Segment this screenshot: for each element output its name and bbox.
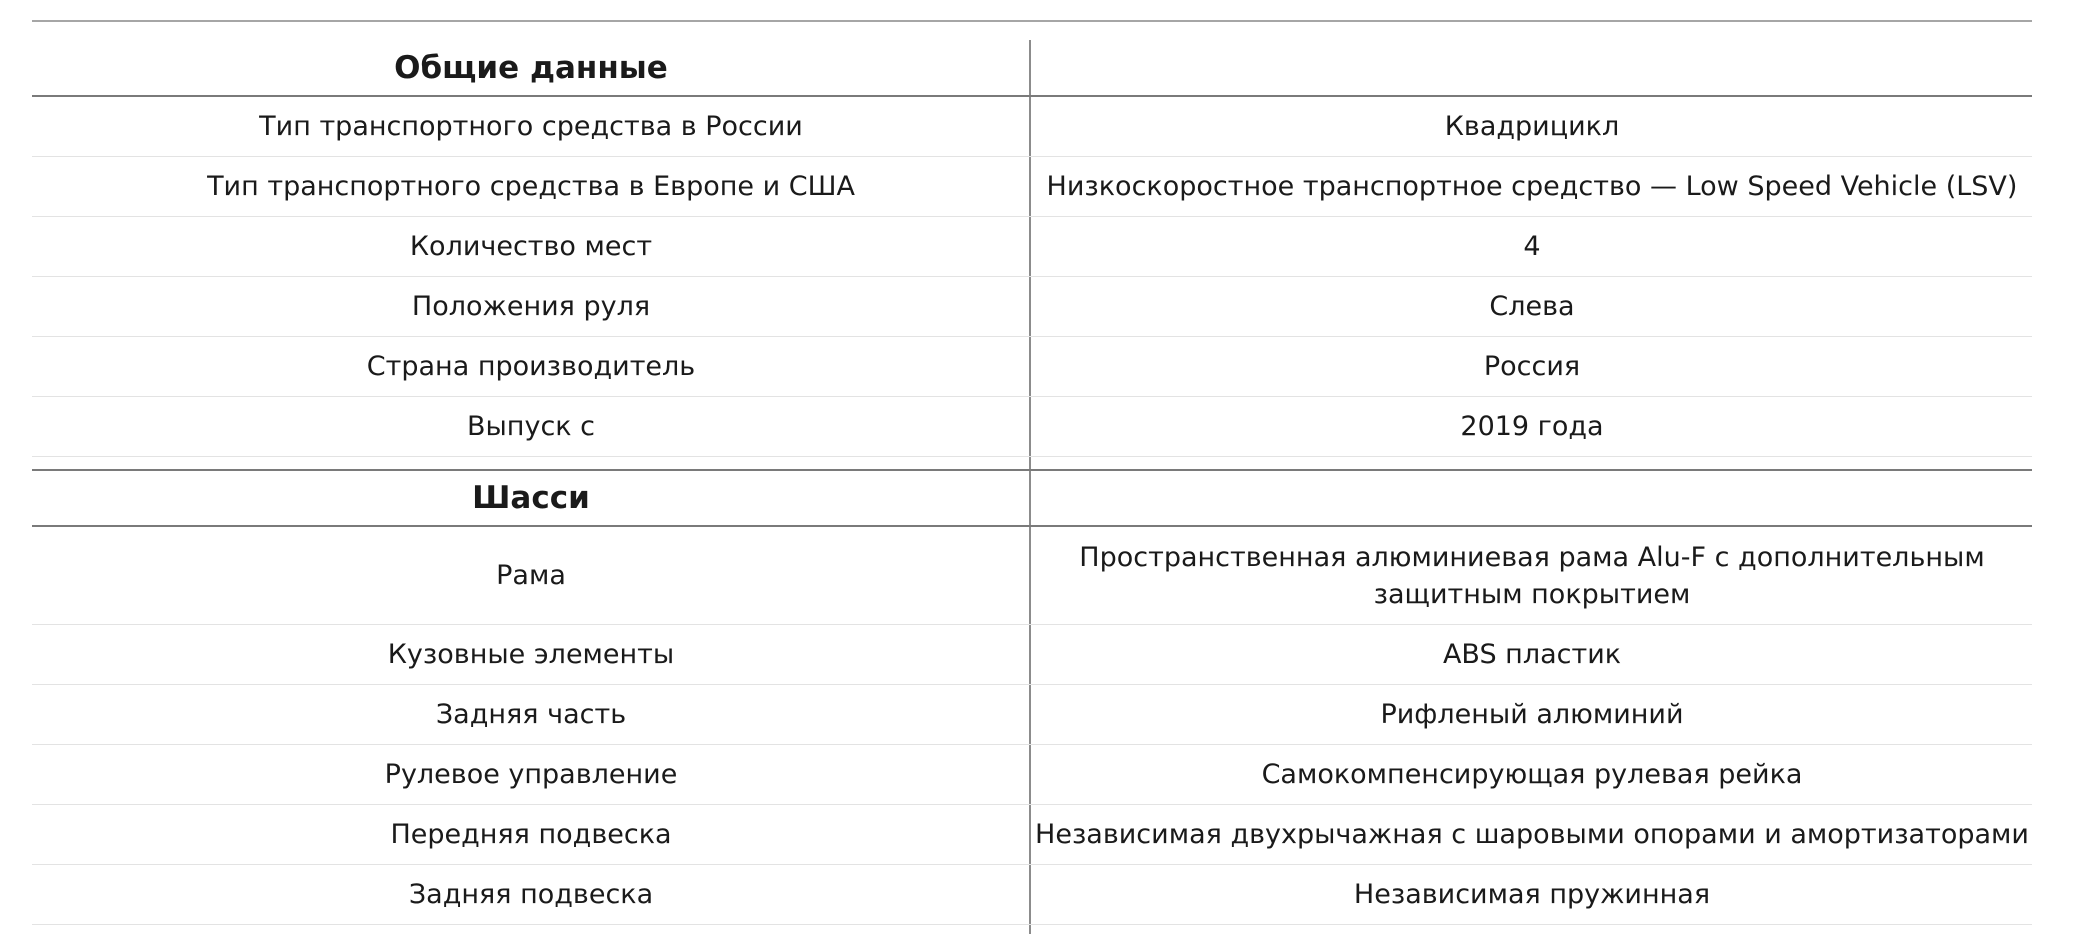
spec-value: 4 [1523, 231, 1541, 262]
spec-label: Выпуск с [466, 411, 596, 442]
spec-label: Кузовные элементы [387, 639, 675, 670]
spec-label: Задняя часть [435, 699, 627, 730]
spec-label: Задняя подвеска [408, 879, 654, 910]
section-title-chassis: Шасси [472, 480, 590, 516]
spec-value: ABS пластик [1442, 639, 1622, 670]
spec-value: Слева [1489, 291, 1575, 322]
spec-value: Независимая двухрычажная с шаровыми опорами и амортизаторами [1035, 819, 2029, 850]
spec-value: Россия [1483, 351, 1581, 382]
spec-label: Количество мест [409, 231, 653, 262]
spec-label: Рулевое управление [384, 759, 678, 790]
spec-label: Передняя подвеска [390, 819, 672, 850]
spec-label: Тип транспортного средства в Европе и США [207, 171, 855, 202]
spec-label: Страна производитель [366, 351, 696, 382]
spec-value-text: Пространственная алюминиевая рама Alu-F с дополнительным защитным покрытием [1079, 541, 1985, 610]
spec-value [1032, 527, 2032, 624]
row-separator [32, 456, 2032, 457]
section-title-general: Общие данные [394, 49, 668, 86]
spec-value: 2019 года [1460, 411, 1604, 442]
spec-label: Тип транспортного средства в России [259, 111, 803, 142]
spec-value: Независимая пружинная [1353, 879, 1711, 910]
spec-value: Самокомпенсирующая рулевая рейка [1261, 759, 1803, 790]
spec-value: Квадрицикл [1444, 111, 1620, 142]
row-separator [32, 924, 2032, 925]
spec-label: Рама [496, 560, 566, 591]
spec-label: Положения руля [411, 291, 651, 322]
table-top-border [32, 20, 2032, 22]
spec-value: Низкоскоростное транспортное средство — Low Speed Vehicle (LSV) [1046, 171, 2018, 202]
spec-value: Рифленый алюминий [1380, 699, 1684, 730]
